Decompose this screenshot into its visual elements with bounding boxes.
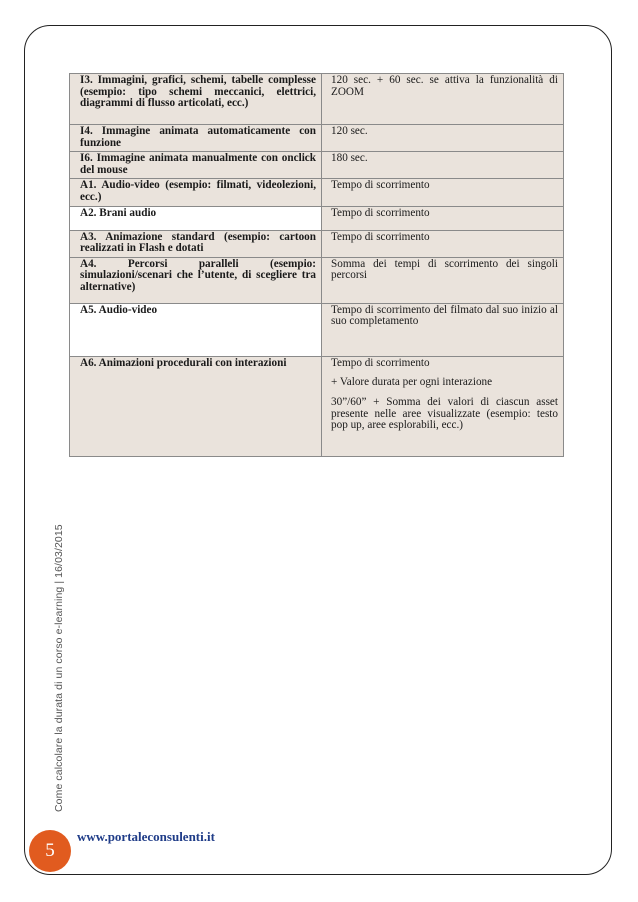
table-cell-asset: I4. Immagine animata automaticamente con funzione [70,125,322,152]
table-cell-asset: I3. Immagini, grafici, schemi, tabelle complesse (esempio: tipo schemi meccanici, elettrici, diagrammi di flusso articolati, ecc.) [70,74,322,125]
table-cell-duration: Tempo di scorrimento del filmato dal suo inizio al suo completamento [322,303,564,356]
page-number: 5 [45,840,55,861]
table-cell-duration: 120 sec. [322,125,564,152]
table-cell-duration: Tempo di scorrimento + Valore durata per ogni interazione 30”/60” + Somma dei valori di ciascun asset presente nelle aree visualizzate (esempio: testo pop up, aree esplorabili, ecc.) [322,356,564,456]
table-cell-duration: 180 sec. [322,152,564,179]
table-cell-duration: Somma dei tempi di scorrimento dei singoli percorsi [322,257,564,303]
table-row [70,206,564,230]
table-cell-duration: Tempo di scorrimento [322,230,564,257]
table-row [70,179,564,206]
website-link[interactable]: www.portaleconsulenti.it [77,829,215,844]
table-cell-asset: A5. Audio-video [70,303,322,356]
table-cell-duration: Tempo di scorrimento [322,206,564,230]
table-row [70,152,564,179]
table-cell-duration: 120 sec. + 60 sec. se attiva la funzionalità di ZOOM [322,74,564,125]
table-cell-asset: A2. Brani audio [70,206,322,230]
table-row [70,303,564,356]
page-number-badge [29,830,71,872]
table-row [70,74,564,125]
table-cell-asset: A1. Audio-video (esempio: filmati, videolezioni, ecc.) [70,179,322,206]
table-cell-asset: A3. Animazione standard (esempio: cartoon realizzati in Flash e dotati [70,230,322,257]
table-cell-asset: A6. Animazioni procedurali con interazioni [70,356,322,456]
document-running-title: Come calcolare la durata di un corso e-learning | 16/03/2015 [53,524,65,812]
table-cell-duration: Tempo di scorrimento [322,179,564,206]
table-cell-asset: A4. Percorsi paralleli (esempio: simulazioni/scenari che l’utente, di scegliere tra alternative) [70,257,322,303]
table-row [70,125,564,152]
table-row [70,356,564,456]
table-cell-asset: I6. Immagine animata manualmente con onclick del mouse [70,152,322,179]
table-row [70,230,564,257]
duration-table [69,73,564,457]
table-row [70,257,564,303]
